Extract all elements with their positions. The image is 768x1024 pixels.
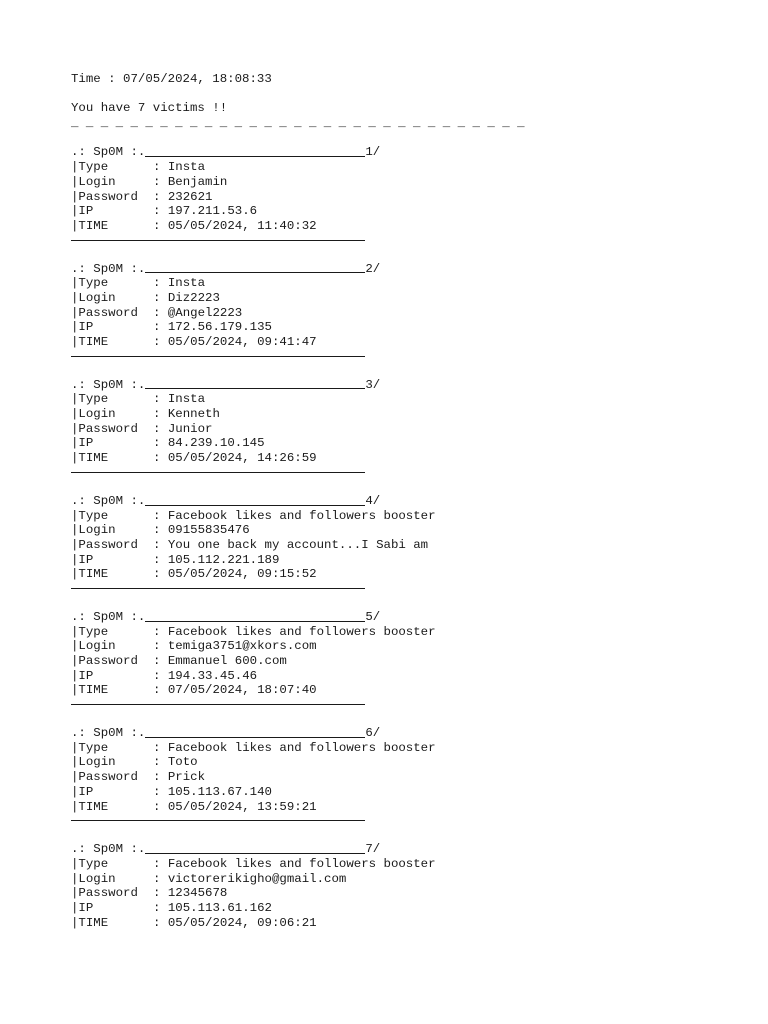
field-value-type: : Insta [153, 276, 206, 291]
record-header-underline [145, 388, 365, 389]
record-header [71, 494, 525, 509]
record-number: 1/ [365, 145, 381, 160]
record-number: 6/ [365, 726, 381, 741]
field-label-ip: |IP [71, 784, 94, 799]
field-label-password: |Password [71, 770, 138, 785]
field-label-password: |Password [71, 886, 138, 901]
field-value-ip: : 84.239.10.145 [153, 436, 265, 451]
field-value-ip: : 105.113.61.162 [153, 900, 272, 915]
record-block [71, 378, 525, 473]
field-value-ip: : 105.112.221.189 [153, 552, 280, 567]
record-field-time [71, 683, 525, 698]
field-value-type: : Facebook likes and followers booster [153, 856, 436, 871]
field-label-login: |Login [71, 174, 116, 189]
record-field-login [71, 872, 525, 887]
field-value-type: : Insta [153, 392, 206, 407]
field-label-time: |TIME [71, 683, 109, 698]
field-label-login: |Login [71, 407, 116, 422]
field-value-time: : 05/05/2024, 09:15:52 [153, 567, 317, 582]
field-value-login: : Kenneth [153, 407, 220, 422]
document-page [71, 72, 525, 930]
field-label-type: |Type [71, 740, 109, 755]
field-value-ip: : 197.211.53.6 [153, 204, 258, 219]
record-number: 4/ [365, 493, 381, 508]
record-field-login [71, 175, 525, 190]
field-label-time: |TIME [71, 799, 109, 814]
record-field-password [71, 654, 525, 669]
record-prefix: .: Sp0M :. [71, 493, 146, 508]
record-field-time [71, 800, 525, 815]
field-value-password: : 12345678 [153, 886, 228, 901]
record-separator-rule [71, 588, 365, 589]
field-value-time: : 05/05/2024, 09:06:21 [153, 915, 317, 930]
record-block [71, 726, 525, 821]
record-separator-rule [71, 240, 365, 241]
record-field-type [71, 509, 525, 524]
record-header-underline [145, 621, 365, 622]
record-field-login [71, 639, 525, 654]
record-field-type [71, 392, 525, 407]
record-header [71, 262, 525, 277]
records-list [71, 145, 525, 930]
record-header-underline [145, 272, 365, 273]
field-label-time: |TIME [71, 218, 109, 233]
record-field-ip [71, 901, 525, 916]
field-value-password: : Junior [153, 421, 213, 436]
field-value-login: : victorerikigho@gmail.com [153, 871, 347, 886]
field-label-time: |TIME [71, 567, 109, 582]
field-label-password: |Password [71, 305, 138, 320]
field-label-password: |Password [71, 537, 138, 552]
record-field-ip [71, 785, 525, 800]
field-label-time: |TIME [71, 335, 109, 349]
field-label-ip: |IP [71, 436, 94, 451]
field-label-login: |Login [71, 290, 116, 305]
field-label-password: |Password [71, 421, 138, 436]
field-value-login: : Toto [153, 755, 198, 770]
record-header-underline [145, 853, 365, 854]
record-prefix: .: Sp0M :. [71, 842, 146, 857]
field-label-login: |Login [71, 639, 116, 654]
record-block [71, 610, 525, 705]
field-value-login: : Benjamin [153, 174, 228, 189]
field-value-login: : Diz2223 [153, 290, 220, 305]
field-value-time: : 05/05/2024, 11:40:32 [153, 218, 317, 233]
field-label-type: |Type [71, 856, 109, 871]
record-block [71, 262, 525, 357]
record-header-underline [145, 737, 365, 738]
record-field-ip [71, 436, 525, 451]
field-label-ip: |IP [71, 320, 94, 335]
record-separator-rule [71, 356, 365, 357]
field-value-time: : 05/05/2024, 13:59:21 [153, 799, 317, 814]
record-separator-rule [71, 704, 365, 705]
record-header [71, 610, 525, 625]
field-value-password: : Emmanuel 600.com [153, 654, 287, 668]
record-field-time [71, 916, 525, 931]
record-field-time [71, 219, 525, 234]
field-value-password: : @Angel2223 [153, 305, 243, 320]
record-header [71, 726, 525, 741]
record-number: 7/ [365, 842, 381, 857]
record-field-password [71, 422, 525, 437]
record-header [71, 145, 525, 160]
field-value-password: : 232621 [153, 189, 213, 204]
record-number: 3/ [365, 377, 381, 392]
field-label-login: |Login [71, 755, 116, 770]
field-label-type: |Type [71, 160, 109, 175]
record-separator-rule [71, 820, 365, 821]
record-block [71, 842, 525, 930]
field-label-password: |Password [71, 189, 138, 204]
record-field-type [71, 857, 525, 872]
record-header [71, 842, 525, 857]
field-label-ip: |IP [71, 900, 94, 915]
record-header-underline [145, 156, 365, 157]
field-label-ip: |IP [71, 668, 94, 683]
record-field-password [71, 886, 525, 901]
record-field-ip [71, 320, 525, 335]
field-value-type: : Facebook likes and followers booster [153, 508, 436, 523]
field-value-time: : 07/05/2024, 18:07:40 [153, 683, 317, 698]
field-value-time: : 05/05/2024, 14:26:59 [153, 451, 317, 466]
record-field-password [71, 190, 525, 205]
field-value-password: : Prick [153, 770, 206, 785]
field-value-time: : 05/05/2024, 09:41:47 [153, 335, 317, 349]
record-field-ip [71, 204, 525, 219]
field-label-time: |TIME [71, 451, 109, 466]
record-block [71, 145, 525, 240]
record-header [71, 378, 525, 393]
record-number: 5/ [365, 609, 381, 624]
record-field-type [71, 160, 525, 175]
field-label-type: |Type [71, 392, 109, 407]
record-field-login [71, 523, 525, 538]
field-label-type: |Type [71, 508, 109, 523]
record-prefix: .: Sp0M :. [71, 261, 146, 276]
record-prefix: .: Sp0M :. [71, 609, 146, 624]
field-value-type: : Facebook likes and followers booster [153, 624, 436, 639]
field-value-type: : Insta [153, 160, 206, 175]
dash-separator: _ _ _ _ _ _ _ _ _ _ _ _ _ _ _ _ _ _ _ _ _ _ _ _ _ _ _ _ _ _ _ [71, 116, 525, 131]
record-field-time [71, 567, 525, 582]
field-label-time: |TIME [71, 915, 109, 930]
record-prefix: .: Sp0M :. [71, 377, 146, 392]
record-field-password [71, 306, 525, 321]
record-field-login [71, 755, 525, 770]
record-field-type [71, 741, 525, 756]
field-label-ip: |IP [71, 204, 94, 219]
record-field-type [71, 276, 525, 291]
record-number: 2/ [365, 261, 381, 276]
field-value-ip: : 105.113.67.140 [153, 784, 272, 799]
record-field-ip [71, 669, 525, 684]
field-value-login: : 09155835476 [153, 523, 250, 538]
field-label-login: |Login [71, 871, 116, 886]
record-prefix: .: Sp0M :. [71, 726, 146, 741]
record-field-type [71, 625, 525, 640]
field-value-type: : Facebook likes and followers booster [153, 740, 436, 755]
record-field-time [71, 451, 525, 466]
time-line: Time : 07/05/2024, 18:08:33 [71, 72, 272, 86]
record-field-login [71, 291, 525, 306]
record-block [71, 494, 525, 589]
field-label-ip: |IP [71, 552, 94, 567]
field-label-password: |Password [71, 654, 138, 668]
record-separator-rule [71, 472, 365, 473]
field-value-ip: : 194.33.45.46 [153, 668, 258, 683]
record-prefix: .: Sp0M :. [71, 145, 146, 160]
field-label-login: |Login [71, 523, 116, 538]
record-field-ip [71, 553, 525, 568]
record-field-password [71, 538, 525, 553]
victims-count-line: You have 7 victims !! [71, 101, 228, 116]
field-label-type: |Type [71, 624, 109, 639]
field-value-ip: : 172.56.179.135 [153, 320, 272, 335]
field-value-password: : You one back my account...I Sabi am [153, 537, 429, 552]
field-label-type: |Type [71, 276, 109, 291]
record-field-time [71, 335, 525, 350]
field-value-login: : temiga3751@xkors.com [153, 639, 317, 654]
record-header-underline [145, 505, 365, 506]
record-field-login [71, 407, 525, 422]
record-field-password [71, 770, 525, 785]
